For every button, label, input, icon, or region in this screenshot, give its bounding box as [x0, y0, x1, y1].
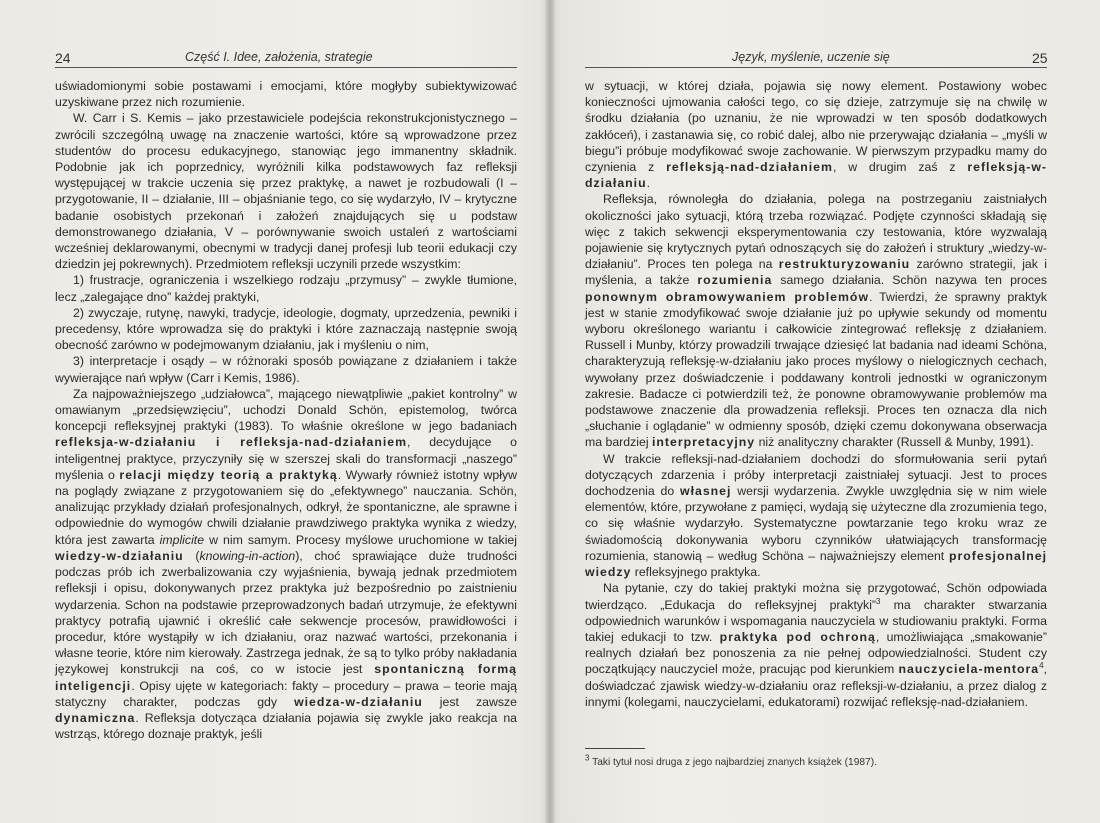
left-body-text: [55, 78, 517, 742]
right-page: [550, 0, 1100, 823]
header-rule: [55, 67, 517, 68]
right-body-text: [585, 78, 1047, 710]
paragraph: Na pytanie, czy do takiej praktyki można się przygotować, Schön odpowiada twierdząco. „Edukacja do refleksyjnej praktyki”$^3$ ma charakter stwarzania odpowiednich warunków i wspomagania nauczyciela w studiowaniu praktyki. Forma takiej edukacji to tzw. praktyka pod ochroną, umożliwiająca „smakowanie” realnych działań bez ponoszenia za nie pełnej odpowiedzialności. Student czy początkujący nauczyciel może, pracując pod kierunkiem nauczyciela-mentora$^4$, doświadczać zjawisk wiedzy-w-działaniu oraz refleksji-w-działaniu, a przez dialog z innymi (kolegami, nauczycielami, edukatorami) rozwijać refleksję-nad-działaniem.: [585, 581, 1047, 709]
paragraph: uświadomionymi sobie postawami i emocjami, które mogłyby subiektywizować uzyskiwane przez nich rozumienie.: [55, 79, 517, 110]
footnote-rule: [585, 748, 645, 749]
footnote: $^3$ Taki tytuł nosi druga z jego najbardziej znanych książek (1987).: [585, 753, 877, 768]
header-rule: [585, 67, 1047, 68]
list-item: 1) frustracje, ograniczenia i wszelkiego rodzaju „przymusy” – zwykle tłumione, lecz „zalegające dno” każdej praktyki,: [55, 273, 517, 304]
paragraph: W. Carr i S. Kemis – jako przestawiciele podejścia rekonstrukcjonistycznego – zwrócili szczególną uwagę na znaczenie wartości, które są wprowadzone przez studentów do procesu edukacyjnego, stanowiąc jego immanentny składnik. Podobnie jak ich poprzednicy, wyróżnili kilka podstawowych faz refleksji występującej w trakcie uczenia się przez praktykę, a nawet je rozbudowali (I – przygotowanie, II – działanie, III – objaśnianie tego, co się wydarzyło, IV – krytyczne badanie osobistych przekonań i założeń znajdujących się u podstaw demonstrowanego działania, V – porównywanie swoich ustaleń z wartościami wcześniej deklarowanymi, obecnymi w tradycji danej profesji lub teorii edukacji czy dziedzin jej pokrewnych). Przedmiotem refleksji uczynili przede wszystkim:: [55, 111, 517, 272]
list-item: 2) zwyczaje, rutynę, nawyki, tradycje, ideologie, dogmaty, uprzedzenia, pewniki i precedensy, które wprowadza się do praktyki i które zaznaczają następnie swoją obecność zarówno w podejmowanym działaniu, jak i myśleniu o nim,: [55, 305, 517, 353]
paragraph: w sytuacji, w której działa, pojawia się nowy element. Postawiony wobec konieczności ujmowania całości tego, co się dzieje, zatrzymuje się na chwilę w środku działania (po uznaniu, że nie wprowadzi w ten sposób dodatkowych zakłóceń), i zastanawia się, co robić dalej, albo nie przerywając działania – „myśli w biegu”i próbuje modyfikować swoje zachowanie. W pierwszym przypadku mamy do czynienia z refleksją-nad-działaniem, w drugim zaś z refleksją-w-działaniu.: [585, 79, 1047, 191]
running-head: Język, myślenie, uczenie się: [732, 50, 890, 64]
paragraph: W trakcie refleksji-nad-działaniem dochodzi do sformułowania serii pytań dotyczących zdarzenia i próby interpretacji zaistniałej sytuacji. Jest to proces dochodzenia do własnej wersji wydarzenia. Zwykle uwzględnia się w nim wiele elementów, które, przywołane z pamięci, wydają się użyteczne dla zrozumienia tego, co się właśnie wydarzyło. Systematyczne powtarzanie tego kroku wraz ze świadomością dokonywania wyboru czynników ułatwiających transformację rozumienia, stanowią – według Schöna – najważniejszy element profesjonalnej wiedzy refleksyjnego praktyka.: [585, 451, 1047, 580]
page-number: 24: [55, 50, 71, 66]
running-head: Część I. Idee, założenia, strategie: [185, 50, 373, 64]
paragraph: Refleksja, równoległa do działania, polega na postrzeganiu zaistniałych okoliczności jako sytuacji, którą trzeba rozwiązać. Podjęte czynności składają się więc z takich sekwencji eksperymentowania czy testowania, które wyzwalają pojawienie się krytycznych pytań odnoszących się do założeń i struktury „wiedzy-w-działaniu”. Proces ten polega na restrukturyzowaniu zarówno strategii, jak i myślenia, a także rozumienia samego działania. Schön nazywa ten proces ponownym obramowywaniem problemów. Twierdzi, że sprawny praktyk jest w stanie zmodyfikować swoje działanie już po upływie sekundy od momentu wyboru określonego wariantu i całkowicie zintegrować refleksję z działaniem. Russell i Munby, którzy prowadzili trwające dziesięć lat badania nad ideami Schöna, charakteryzują refleksję-w-działaniu jako proces myślowy o nielogicznych cechach, wywołany przez doświadczenie i poddawany kontroli jednostki w ograniczonym zakresie. Badacze ci potwierdzili też, że ponowne obramowywanie problemów ma podstawowe znaczenie dla prowadzenia refleksji. Proces ten oznacza dla nich „słuchanie i oglądanie” w odmienny sposób, dzięki czemu dokonywana obserwacja ma bardziej interpretacyjny niż analityczny charakter (Russell & Munby, 1991).: [585, 192, 1047, 450]
list-item: 3) interpretacje i osądy – w różnoraki sposób powiązane z działaniem i także wywierające nań wpływ (Carr i Kemis, 1986).: [55, 354, 517, 385]
page-number: 25: [1032, 50, 1048, 66]
paragraph: Za najpoważniejszego „udziałowca”, mającego niewątpliwie „pakiet kontrolny” w omawianym „przedsięwzięciu”, uchodzi Donald Schön, epistemolog, twórca koncepcji refleksyjnej praktyki (1983). To właśnie określone w jego badaniach refleksja-w-działaniu i refleksja-nad-działaniem, decydujące o inteligentnej praktyce, przyczyniły się w szerszej skali do transformacji „naszego” myślenia o relacji między teorią a praktyką. Wywarły również istotny wpływ na poglądy związane z przygotowaniem się do „efektywnego” nauczania. Schön, analizując przykłady działań profesjonalnych, odkrył, że spontaniczne, ale sprawne i odpowiednie do wymogów chwili działanie prawdziwego praktyka wynika z wiedzy, która jest zawarta implicite w nim samym. Procesy myślowe uruchomione w takiej wiedzy-w-działaniu (knowing-in-action), choć sprawiające duże trudności podczas prób ich zwerbalizowania czy wyjaśnienia, bywają jednak przedmiotem refleksji i opisu, dokonywanych przez praktyka już bezpośrednio po zaistnieniu wydarzenia. Schon na podstawie przeprowadzonych badań utrzymuje, że efektywni praktycy potrafią ujawnić i określić całe sekwencje procesów, prawidłowości i procedur, które wystąpiły w ich działaniu, oraz nazwać wartości, przekonania i własne teorie, które nim kierowały. Zastrzega jednak, że są to tylko próby nakładania językowej konstrukcji na coś, co w istocie jest spontaniczną formą inteligencji. Opisy ujęte w kategoriach: fakty – procedury – prawa – teorie mają statyczny charakter, podczas gdy wiedza-w-działaniu jest zawsze dynamiczna. Refleksja dotycząca działania pojawia się zwykle jako reakcja na wstrząs, którego doznaje praktyk, jeśli: [55, 386, 518, 742]
